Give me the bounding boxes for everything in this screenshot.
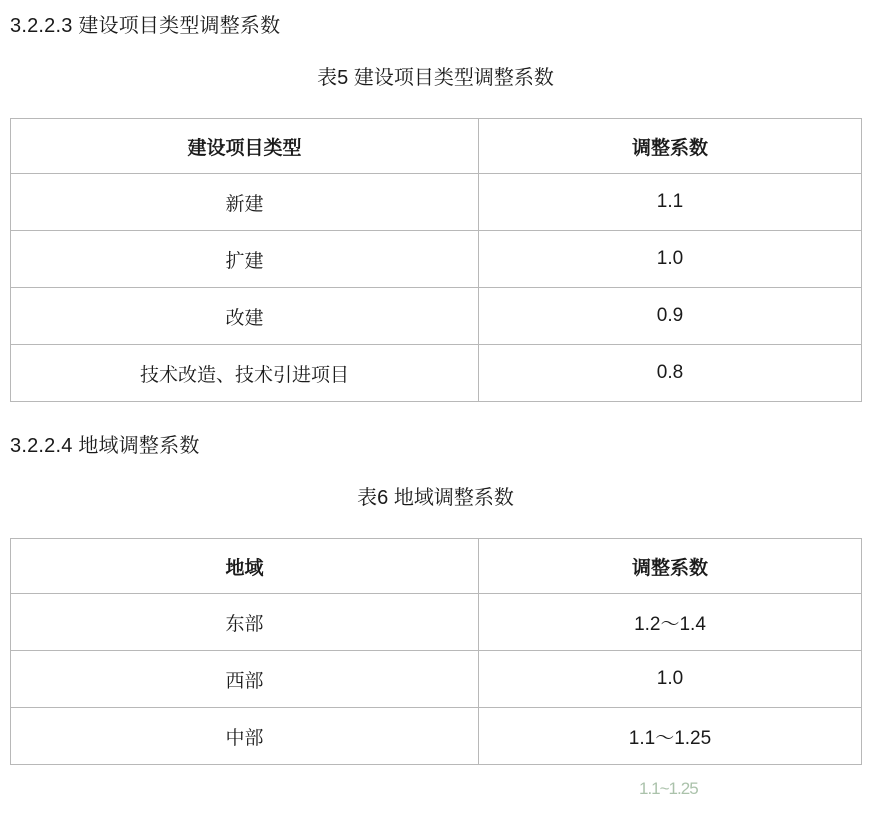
table-row xyxy=(11,345,862,402)
table-row xyxy=(11,594,862,651)
spacer-caption-table-1 xyxy=(10,92,861,118)
spacer-heading-caption-2 xyxy=(10,460,861,484)
table-cell-coefficient: 0.9 xyxy=(479,288,862,345)
spacer-table-heading-2 xyxy=(10,402,861,432)
spacer-caption-table-2 xyxy=(10,512,861,538)
overlay-annotation-mark: 1.1~1.25 xyxy=(639,779,698,798)
spacer-heading-caption-1 xyxy=(10,40,861,64)
table-cell-coefficient: 1.1～1.25 xyxy=(479,708,862,765)
table-caption-5: 表5 建设项目类型调整系数 xyxy=(317,67,554,89)
table-row xyxy=(11,651,862,708)
table-caption-6: 表6 地域调整系数 xyxy=(357,487,514,509)
table-cell-coefficient: 1.2～1.4 xyxy=(479,594,862,651)
top-spacer xyxy=(10,0,861,12)
table-header-row xyxy=(11,119,862,174)
table-cell-coefficient: 1.0 xyxy=(479,651,862,708)
table-cell-coefficient: 1.1 xyxy=(479,174,862,231)
table-cell-type: 扩建 xyxy=(11,231,479,288)
table-cell-region: 中部 xyxy=(11,708,479,765)
table-cell-coefficient: 0.8 xyxy=(479,345,862,402)
table-header-cell: 调整系数 xyxy=(479,539,862,594)
table-cell-type: 技术改造、技术引进项目 xyxy=(11,345,479,402)
table-cell-region: 西部 xyxy=(11,651,479,708)
table-header-cell: 调整系数 xyxy=(479,119,862,174)
table-row xyxy=(11,708,862,765)
table-row xyxy=(11,288,862,345)
table-header-row xyxy=(11,539,862,594)
table-cell-region: 东部 xyxy=(11,594,479,651)
table-cell-type: 改建 xyxy=(11,288,479,345)
table-header-cell: 地域 xyxy=(11,539,479,594)
table-header-cell: 建设项目类型 xyxy=(11,119,479,174)
table-cell-type: 新建 xyxy=(11,174,479,231)
table-row xyxy=(11,174,862,231)
table-row xyxy=(11,231,862,288)
section-heading-3223: 3.2.2.3 建设项目类型调整系数 xyxy=(10,15,281,37)
table-project-type-coefficients xyxy=(10,118,862,402)
section-heading-3224: 3.2.2.4 地域调整系数 xyxy=(10,435,200,457)
table-region-coefficients xyxy=(10,538,862,765)
table-cell-coefficient: 1.0 xyxy=(479,231,862,288)
